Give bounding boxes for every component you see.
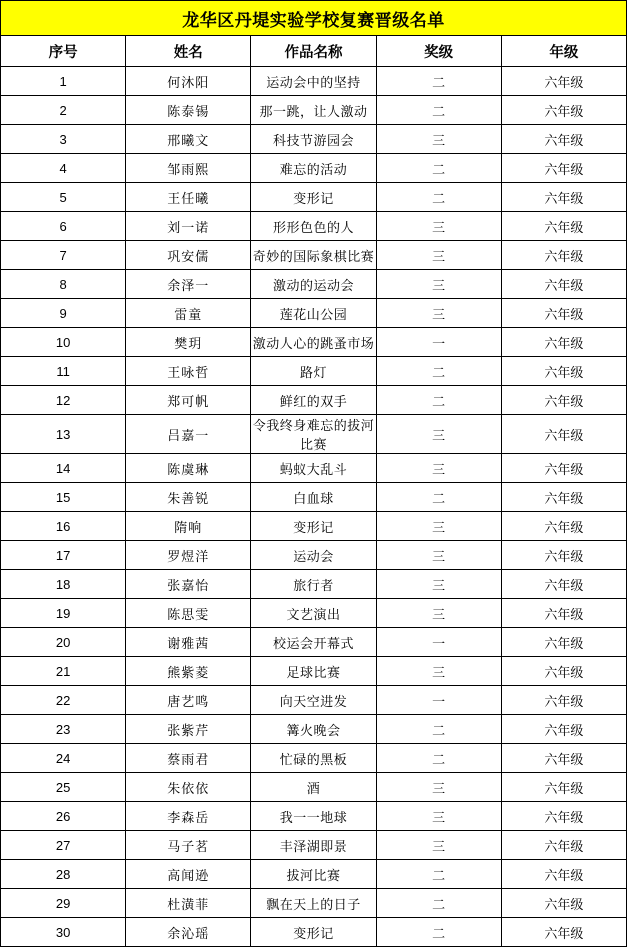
cell-award: 三 (376, 599, 501, 628)
cell-index: 28 (1, 860, 126, 889)
cell-name: 郑可帆 (126, 386, 251, 415)
cell-work: 形形色色的人 (251, 212, 376, 241)
table-row (1, 831, 627, 860)
cell-work: 奇妙的国际象棋比赛 (251, 241, 376, 270)
column-header-work: 作品名称 (251, 36, 376, 67)
table-row (1, 686, 627, 715)
cell-grade: 六年级 (501, 628, 626, 657)
table-row (1, 628, 627, 657)
cell-index: 7 (1, 241, 126, 270)
cell-grade: 六年级 (501, 715, 626, 744)
cell-grade: 六年级 (501, 386, 626, 415)
cell-index: 21 (1, 657, 126, 686)
cell-award: 一 (376, 686, 501, 715)
cell-name: 李森岳 (126, 802, 251, 831)
cell-index: 13 (1, 415, 126, 454)
cell-work: 蚂蚁大乱斗 (251, 454, 376, 483)
table-row (1, 599, 627, 628)
cell-name: 刘一诺 (126, 212, 251, 241)
cell-index: 2 (1, 96, 126, 125)
cell-name: 张嘉怡 (126, 570, 251, 599)
cell-award: 二 (376, 386, 501, 415)
cell-index: 30 (1, 918, 126, 947)
cell-name: 余泽一 (126, 270, 251, 299)
cell-award: 二 (376, 889, 501, 918)
table-row (1, 512, 627, 541)
cell-index: 24 (1, 744, 126, 773)
cell-work: 忙碌的黑板 (251, 744, 376, 773)
cell-grade: 六年级 (501, 183, 626, 212)
cell-grade: 六年级 (501, 570, 626, 599)
cell-grade: 六年级 (501, 125, 626, 154)
cell-grade: 六年级 (501, 541, 626, 570)
cell-name: 张紫芹 (126, 715, 251, 744)
cell-grade: 六年级 (501, 918, 626, 947)
cell-award: 三 (376, 125, 501, 154)
cell-award: 三 (376, 415, 501, 454)
table-row (1, 183, 627, 212)
cell-award: 二 (376, 183, 501, 212)
cell-name: 余沁瑶 (126, 918, 251, 947)
table-row (1, 241, 627, 270)
table-row (1, 154, 627, 183)
cell-award: 二 (376, 67, 501, 96)
cell-award: 三 (376, 831, 501, 860)
cell-name: 高闻逊 (126, 860, 251, 889)
cell-name: 吕嘉一 (126, 415, 251, 454)
cell-award: 二 (376, 715, 501, 744)
cell-award: 三 (376, 773, 501, 802)
cell-index: 6 (1, 212, 126, 241)
table-row (1, 454, 627, 483)
cell-index: 12 (1, 386, 126, 415)
cell-award: 三 (376, 512, 501, 541)
column-header-award: 奖级 (376, 36, 501, 67)
table-title-row (1, 1, 627, 36)
cell-grade: 六年级 (501, 657, 626, 686)
cell-work: 那一跳，让人激动 (251, 96, 376, 125)
cell-index: 22 (1, 686, 126, 715)
table-row (1, 67, 627, 96)
cell-name: 王任曦 (126, 183, 251, 212)
table-row (1, 415, 627, 454)
cell-name: 邢曦文 (126, 125, 251, 154)
cell-award: 三 (376, 212, 501, 241)
cell-index: 26 (1, 802, 126, 831)
cell-grade: 六年级 (501, 599, 626, 628)
cell-work: 变形记 (251, 512, 376, 541)
table-row (1, 773, 627, 802)
cell-work: 白血球 (251, 483, 376, 512)
table-row (1, 802, 627, 831)
column-header-grade: 年级 (501, 36, 626, 67)
table-row (1, 570, 627, 599)
cell-award: 一 (376, 628, 501, 657)
cell-name: 陈泰锡 (126, 96, 251, 125)
cell-name: 何沐阳 (126, 67, 251, 96)
cell-work: 变形记 (251, 918, 376, 947)
table-row (1, 744, 627, 773)
cell-index: 11 (1, 357, 126, 386)
table-body (1, 1, 627, 947)
cell-name: 樊玥 (126, 328, 251, 357)
cell-name: 唐艺鸣 (126, 686, 251, 715)
cell-index: 23 (1, 715, 126, 744)
cell-name: 陈虞琳 (126, 454, 251, 483)
table-row (1, 96, 627, 125)
cell-name: 雷童 (126, 299, 251, 328)
column-header-name: 姓名 (126, 36, 251, 67)
cell-name: 蔡雨君 (126, 744, 251, 773)
cell-work: 校运会开幕式 (251, 628, 376, 657)
cell-grade: 六年级 (501, 241, 626, 270)
cell-award: 三 (376, 570, 501, 599)
cell-name: 马子茗 (126, 831, 251, 860)
cell-work: 向天空进发 (251, 686, 376, 715)
cell-index: 8 (1, 270, 126, 299)
cell-award: 二 (376, 96, 501, 125)
cell-grade: 六年级 (501, 67, 626, 96)
cell-index: 10 (1, 328, 126, 357)
cell-grade: 六年级 (501, 744, 626, 773)
cell-work: 难忘的活动 (251, 154, 376, 183)
cell-grade: 六年级 (501, 415, 626, 454)
cell-index: 14 (1, 454, 126, 483)
table-row (1, 889, 627, 918)
cell-name: 朱善锐 (126, 483, 251, 512)
cell-index: 20 (1, 628, 126, 657)
cell-award: 二 (376, 483, 501, 512)
table-header-row (1, 36, 627, 67)
cell-work: 激动的运动会 (251, 270, 376, 299)
cell-work: 丰泽湖即景 (251, 831, 376, 860)
table-row (1, 270, 627, 299)
cell-work: 足球比赛 (251, 657, 376, 686)
cell-work: 酒 (251, 773, 376, 802)
cell-name: 朱依依 (126, 773, 251, 802)
cell-award: 二 (376, 744, 501, 773)
cell-index: 15 (1, 483, 126, 512)
table-row (1, 212, 627, 241)
cell-grade: 六年级 (501, 212, 626, 241)
cell-work: 我一一地球 (251, 802, 376, 831)
cell-grade: 六年级 (501, 512, 626, 541)
cell-award: 三 (376, 657, 501, 686)
table-row (1, 386, 627, 415)
cell-award: 三 (376, 270, 501, 299)
cell-work: 文艺演出 (251, 599, 376, 628)
cell-work: 运动会中的坚持 (251, 67, 376, 96)
cell-index: 17 (1, 541, 126, 570)
cell-award: 二 (376, 860, 501, 889)
cell-index: 5 (1, 183, 126, 212)
cell-work: 拔河比赛 (251, 860, 376, 889)
table-row (1, 357, 627, 386)
cell-award: 三 (376, 802, 501, 831)
cell-name: 杜潢菲 (126, 889, 251, 918)
cell-grade: 六年级 (501, 357, 626, 386)
cell-grade: 六年级 (501, 483, 626, 512)
table-row (1, 657, 627, 686)
cell-work: 旅行者 (251, 570, 376, 599)
cell-grade: 六年级 (501, 454, 626, 483)
cell-work: 令我终身难忘的拔河比赛 (251, 415, 376, 454)
cell-grade: 六年级 (501, 686, 626, 715)
cell-grade: 六年级 (501, 802, 626, 831)
cell-work: 科技节游园会 (251, 125, 376, 154)
cell-grade: 六年级 (501, 860, 626, 889)
cell-award: 三 (376, 454, 501, 483)
cell-work: 飘在天上的日子 (251, 889, 376, 918)
table-row (1, 299, 627, 328)
cell-name: 邹雨熙 (126, 154, 251, 183)
cell-name: 陈思雯 (126, 599, 251, 628)
cell-index: 16 (1, 512, 126, 541)
cell-award: 二 (376, 918, 501, 947)
cell-work: 鲜红的双手 (251, 386, 376, 415)
cell-index: 3 (1, 125, 126, 154)
cell-index: 19 (1, 599, 126, 628)
table-row (1, 715, 627, 744)
cell-work: 运动会 (251, 541, 376, 570)
column-header-index: 序号 (1, 36, 126, 67)
cell-work: 莲花山公园 (251, 299, 376, 328)
cell-grade: 六年级 (501, 96, 626, 125)
cell-index: 1 (1, 67, 126, 96)
cell-grade: 六年级 (501, 270, 626, 299)
cell-award: 二 (376, 154, 501, 183)
cell-index: 9 (1, 299, 126, 328)
table-row (1, 918, 627, 947)
cell-award: 二 (376, 357, 501, 386)
document-title: 龙华区丹堤实验学校复赛晋级名单 (1, 1, 627, 36)
cell-index: 25 (1, 773, 126, 802)
cell-index: 4 (1, 154, 126, 183)
cell-grade: 六年级 (501, 773, 626, 802)
table-row (1, 541, 627, 570)
cell-work: 篝火晚会 (251, 715, 376, 744)
cell-work: 激动人心的跳蚤市场 (251, 328, 376, 357)
cell-name: 王咏哲 (126, 357, 251, 386)
cell-award: 三 (376, 541, 501, 570)
table-row (1, 328, 627, 357)
cell-grade: 六年级 (501, 154, 626, 183)
cell-award: 一 (376, 328, 501, 357)
table-row (1, 483, 627, 512)
cell-award: 三 (376, 299, 501, 328)
cell-work: 路灯 (251, 357, 376, 386)
table-row (1, 125, 627, 154)
cell-name: 熊紫菱 (126, 657, 251, 686)
cell-work: 变形记 (251, 183, 376, 212)
cell-index: 29 (1, 889, 126, 918)
cell-name: 隋响 (126, 512, 251, 541)
cell-grade: 六年级 (501, 889, 626, 918)
cell-grade: 六年级 (501, 328, 626, 357)
cell-name: 谢雅茜 (126, 628, 251, 657)
cell-name: 巩安儒 (126, 241, 251, 270)
cell-grade: 六年级 (501, 299, 626, 328)
cell-index: 27 (1, 831, 126, 860)
table-row (1, 860, 627, 889)
cell-grade: 六年级 (501, 831, 626, 860)
cell-award: 三 (376, 241, 501, 270)
cell-index: 18 (1, 570, 126, 599)
cell-name: 罗煜洋 (126, 541, 251, 570)
